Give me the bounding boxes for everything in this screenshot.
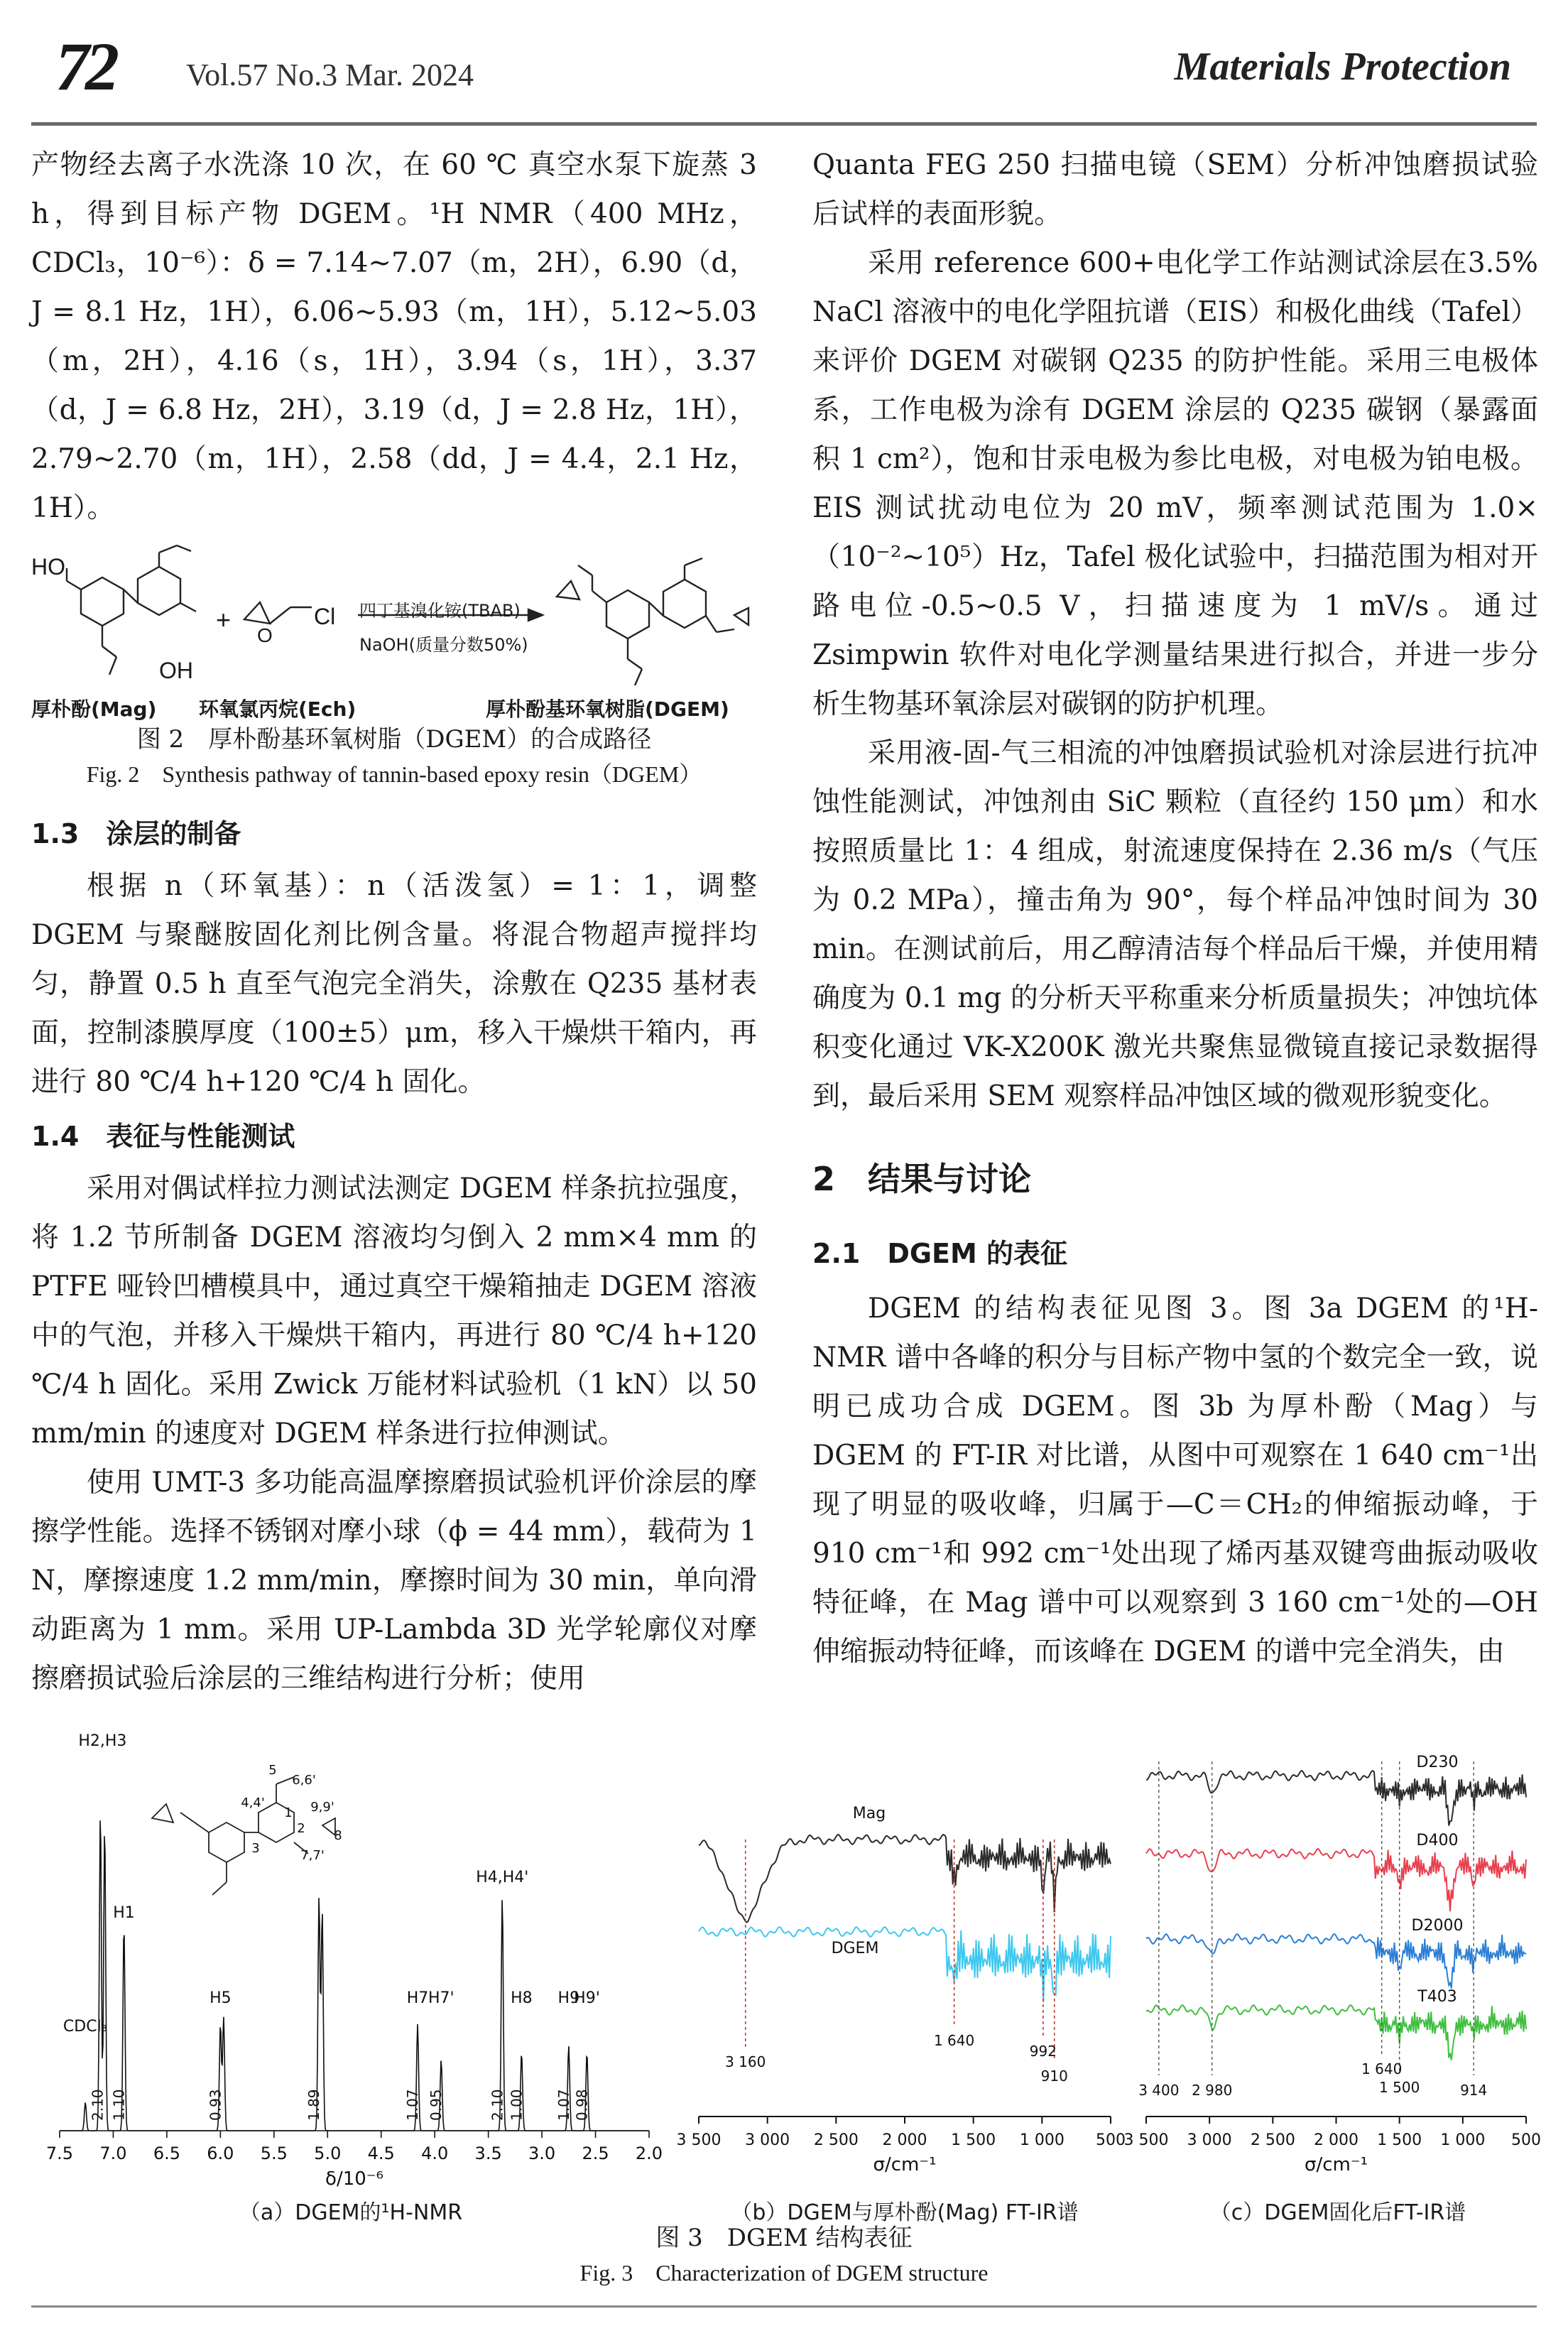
ftir-b-tick-label: 1 000 xyxy=(1019,2131,1065,2149)
scheme-plus: + xyxy=(216,605,232,634)
nmr-peak-label: H9' xyxy=(574,1989,600,2007)
section-heading-1-4: 1.4 表征与性能测试 xyxy=(31,1121,295,1152)
panel-c-ftir xyxy=(1123,1733,1541,2225)
nmr-x-label: δ/10⁻⁶ xyxy=(325,2168,383,2190)
ftir-c-annotation: 3 400 xyxy=(1138,2082,1180,2099)
ftir-c-tick-label: 3 500 xyxy=(1123,2131,1169,2149)
scheme-reagent-bottom: NaOH(质量分数50%) xyxy=(359,635,528,655)
paragraph-1-4a: 采用对偶试样拉力测试法测定 DGEM 样条抗拉强度，将 1.2 节所制备 DGEM 溶液均匀倒入 2 mm×4 mm 的 PTFE 哑铃凹槽模具中，通过真空干燥箱抽走 DGEM 溶液中的气泡，并移入干燥烘干箱内，再进行 80 ℃/4 h+120 ℃/4 h 固化。采用 Zwick 万能材料试验机（1 kN）以 50 mm/min 的速度对 DGEM 样条进行拉伸测试。 xyxy=(31,1173,757,1450)
nmr-peak-label: H7' xyxy=(428,1989,454,2007)
ftir-b-x-label: σ/cm⁻¹ xyxy=(873,2154,937,2175)
ftir-b-annotation: 992 xyxy=(1029,2043,1057,2060)
nmr-chart xyxy=(31,1733,670,2188)
synthesis-scheme xyxy=(31,540,757,721)
nmr-structure-label: 3 xyxy=(251,1841,260,1856)
nmr-structure-label: 2 xyxy=(297,1821,305,1836)
nmr-tick-label: 2.5 xyxy=(582,2143,609,2163)
ftir-c-x-label: σ/cm⁻¹ xyxy=(1304,2154,1368,2175)
nmr-integral-label: 2.10 xyxy=(489,2089,506,2121)
ftir-b-series-label: DGEM xyxy=(831,1940,879,1957)
section-heading-2: 2 结果与讨论 xyxy=(812,1160,1032,1198)
nmr-integral-label: 1.07 xyxy=(404,2089,422,2121)
nmr-integral-label: 1.10 xyxy=(110,2089,128,2121)
nmr-peak-label: H7 xyxy=(406,1989,429,2007)
ftir-b-chart xyxy=(676,1733,1126,2188)
nmr-peak-label: CDCl₃ xyxy=(62,2018,108,2036)
nmr-integral-label: 2.10 xyxy=(89,2089,107,2121)
nmr-tick-label: 4.0 xyxy=(421,2143,449,2163)
ftir-c-annotation: 1 640 xyxy=(1361,2060,1403,2077)
nmr-structure-label: 1 xyxy=(284,1805,293,1820)
label-dgem: 厚朴酚基环氧树脂(DGEM) xyxy=(486,697,729,721)
nmr-structure-label: 8 xyxy=(334,1828,342,1843)
ftir-c-series-label: T403 xyxy=(1417,1988,1457,2006)
paragraph-eis: 采用 reference 600+电化学工作站测试涂层在3.5% NaCl 溶液中的电化学阻抗谱（EIS）和极化曲线（Tafel）来评价 DGEM 对碳钢 Q235 的防护性能。采用三电极体系，工作电极为涂有 DGEM 涂层的 Q235 碳钢（暴露面积 1 cm²），饱和甘汞电极为参比电极，对电极为铂电极。EIS 测试扰动电位为 20 mV，频率测试范围为 1.0×（10⁻²~10⁵）Hz，Tafel 极化试验中，扫描范围为相对开路电位-0.5~0.5 V，扫描速度为 1 mV/s。通过 Zsimpwin 软件对电化学测量结果进行拟合，并进一步分析生物基环氧涂层对碳钢的防护机理。 xyxy=(812,247,1538,720)
ftir-c-tick-label: 3 000 xyxy=(1187,2131,1232,2149)
ftir-b-tick-label: 3 000 xyxy=(745,2131,790,2149)
nmr-integral-label: 1.00 xyxy=(508,2089,526,2121)
ftir-c-tick-label: 1 500 xyxy=(1377,2131,1422,2149)
nmr-integral-label: 1.89 xyxy=(305,2089,323,2121)
nmr-integral-label: 0.98 xyxy=(573,2089,591,2121)
ftir-c-line xyxy=(1146,1849,1526,1911)
nmr-peak-label: H5 xyxy=(209,1989,232,2007)
nmr-structure-label: 4,4' xyxy=(241,1795,265,1810)
nmr-tick-label: 6.0 xyxy=(207,2143,234,2163)
left-column xyxy=(31,141,757,1703)
nmr-tick-label: 7.5 xyxy=(45,2143,74,2163)
nmr-tick-label: 7.0 xyxy=(99,2143,127,2163)
ftir-c-tick-label: 2 000 xyxy=(1314,2131,1359,2149)
footer-rule xyxy=(31,2305,1537,2308)
page-number: 72 xyxy=(55,28,115,104)
figure-3 xyxy=(31,1732,1541,2273)
nmr-tick-label: 4.5 xyxy=(367,2143,395,2163)
panel-a-caption: （a）DGEM的¹H-NMR xyxy=(239,2200,463,2225)
header-rule xyxy=(31,122,1537,126)
ftir-c-annotation: 914 xyxy=(1460,2082,1488,2099)
nmr-integral-label: 0.93 xyxy=(207,2089,224,2121)
panel-a-nmr xyxy=(31,1732,670,2225)
paragraph-1-3: 根据 n（环氧基）：n（活泼氢）= 1：1，调整 DGEM 与聚醚胺固化剂比例含量。将混合物超声搅拌均匀，静置 0.5 h 直至气泡完全消失，涂敷在 Q235 基材表面，控制漆膜厚度（100±5）μm，移入干燥烘干箱内，再进行 80 ℃/4 h+120 ℃/4 h 固化。 xyxy=(31,870,757,1098)
section-heading-2-1: 2.1 DGEM 的表征 xyxy=(812,1238,1068,1269)
ftir-c-series-label: D230 xyxy=(1416,1754,1459,1771)
panel-c-caption: （c）DGEM固化后FT-IR谱 xyxy=(1209,2200,1466,2225)
panel-b-caption: （b）DGEM与厚朴酚(Mag) FT-IR谱 xyxy=(731,2200,1079,2225)
nmr-peak-label: H8 xyxy=(511,1989,533,2007)
scheme-cl: Cl xyxy=(314,604,336,629)
nmr-integral-label: 1.07 xyxy=(555,2089,572,2121)
nmr-integral-label: 0.95 xyxy=(428,2089,445,2121)
ftir-b-tick-label: 2 000 xyxy=(882,2131,927,2149)
nmr-tick-label: 6.5 xyxy=(153,2143,180,2163)
ftir-c-tick-label: 1 000 xyxy=(1440,2131,1486,2149)
scheme-reagent-top: 四丁基溴化铵(TBAB) xyxy=(359,601,521,621)
ftir-c-line xyxy=(1146,2005,1526,2060)
fig2-caption-en: Fig. 2 Synthesis pathway of tannin-based epoxy resin（DGEM） xyxy=(86,761,702,787)
nmr-peak-label: H9 xyxy=(557,1989,580,2007)
label-ech: 环氧氯丙烷(Ech) xyxy=(199,697,356,721)
ftir-c-series-label: D400 xyxy=(1416,1832,1459,1849)
ftir-c-annotation: 2 980 xyxy=(1192,2082,1233,2099)
nmr-structure-label: 5 xyxy=(268,1763,277,1778)
ftir-b-series-label: Mag xyxy=(852,1805,886,1822)
paragraph-erosion: 采用液-固-气三相流的冲蚀磨损试验机对涂层进行抗冲蚀性能测试，冲蚀剂由 SiC 颗粒（直径约 150 μm）和水按照质量比 1：4 组成，射流速度保持在 2.36 m/s（气压为 0.2 MPa），撞击角为 90°，每个样品冲蚀时间为 30 min。在测试前后，用乙醇清洁每个样品后干燥，并使用精确度为 0.1 mg 的分析天平称重来分析质量损失；冲蚀坑体积变化通过 VK-X200K 激光共聚焦显微镜直接记录数据得到，最后采用 SEM 观察样品冲蚀区域的微观形貌变化。 xyxy=(812,737,1538,1112)
nmr-peak-label: H2,H3 xyxy=(78,1732,127,1750)
ftir-c-tick-label: 500 xyxy=(1511,2131,1541,2149)
ftir-c-chart xyxy=(1123,1733,1541,2188)
nmr-structure-label: 7,7' xyxy=(300,1848,325,1863)
ftir-c-tick-label: 2 500 xyxy=(1250,2131,1295,2149)
nmr-spectrum-line xyxy=(60,1820,649,2131)
ftir-b-tick-label: 3 500 xyxy=(676,2131,722,2149)
nmr-tick-label: 2.0 xyxy=(635,2143,663,2163)
nmr-peak-label: H4,H4' xyxy=(476,1869,529,1886)
fig3-caption-en: Fig. 3 Characterization of DGEM structure xyxy=(579,2260,989,2286)
page-header xyxy=(0,0,1568,128)
scheme-ho: HO xyxy=(31,554,65,580)
section-heading-1-3: 1.3 涂层的制备 xyxy=(31,818,241,849)
paragraph-1-4b: 使用 UMT-3 多功能高温摩擦磨损试验机评价涂层的摩擦学性能。选择不锈钢对摩小球（ϕ = 44 mm），载荷为 1 N，摩擦速度 1.2 mm/min，摩擦时间为 30 min，单向滑动距离为 1 mm。采用 UP-Lambda 3D 光学轮廓仪对摩擦磨损试验后涂层的三维结构进行分析；使用 xyxy=(31,1467,757,1695)
paragraph-2-1: DGEM 的结构表征见图 3。图 3a DGEM 的¹H-NMR 谱中各峰的积分与目标产物中氢的个数完全一致，说明已成功合成 DGEM。图 3b 为厚朴酚（Mag）与 DGEM 的 FT-IR 对比谱，从图中可观察在 1 640 cm⁻¹出现了明显的吸收峰，归属于—C＝CH₂的伸缩振动峰，于 910 cm⁻¹和 992 cm⁻¹处出现了烯丙基双键弯曲振动吸收特征峰，在 Mag 谱中可以观察到 3 160 cm⁻¹处的—OH 伸缩振动特征峰，而该峰在 DGEM 的谱中完全消失，由 xyxy=(812,1293,1538,1668)
panel-b-ftir xyxy=(676,1733,1126,2225)
ftir-dgem-line xyxy=(699,1927,1111,2002)
nmr-structure-label: 9,9' xyxy=(310,1800,334,1815)
paragraph-sem: Quanta FEG 250 扫描电镜（SEM）分析冲蚀磨损试验后试样的表面形貌。 xyxy=(812,149,1538,230)
right-column xyxy=(812,141,1538,1676)
ftir-c-line xyxy=(1146,1771,1526,1825)
paragraph-nmr: 产物经去离子水洗涤 10 次，在 60 ℃ 真空水泵下旋蒸 3 h，得到目标产物 DGEM。¹H NMR（400 MHz，CDCl₃，10⁻⁶）：δ = 7.14~7.07（m，2H），6.90（d，J = 8.1 Hz，1H），6.06~5.93（m，1H），5.12~5.03（m，2H），4.16（s，1H），3.94（s，1H），3.37（d，J = 6.8 Hz，2H），3.19（d，J = 2.8 Hz，1H），2.79~2.70（m，1H），2.58（dd，J = 4.4，2.1 Hz，1H）。 xyxy=(31,149,757,524)
label-mag: 厚朴酚(Mag) xyxy=(31,697,157,721)
nmr-tick-label: 3.0 xyxy=(528,2143,556,2163)
nmr-peak-label: H1 xyxy=(113,1904,135,1922)
nmr-tick-label: 5.0 xyxy=(314,2143,342,2163)
ftir-b-tick-label: 1 500 xyxy=(951,2131,996,2149)
ftir-b-annotation: 910 xyxy=(1040,2068,1068,2085)
ftir-b-tick-label: 500 xyxy=(1096,2131,1126,2149)
ftir-c-series-label: D2000 xyxy=(1411,1917,1464,1935)
ftir-c-annotation: 1 500 xyxy=(1379,2079,1420,2096)
nmr-tick-label: 3.5 xyxy=(474,2143,502,2163)
nmr-structure-label: 6,6' xyxy=(292,1773,316,1788)
ftir-mag-line xyxy=(699,1835,1111,1923)
issue-info: Vol.57 No.3 Mar. 2024 xyxy=(186,58,474,92)
fig2-caption-cn: 图 2 厚朴酚基环氧树脂（DGEM）的合成路径 xyxy=(136,725,652,754)
journal-name: Materials Protection xyxy=(1174,45,1511,89)
ftir-b-annotation: 3 160 xyxy=(725,2053,766,2070)
ftir-b-tick-label: 2 500 xyxy=(813,2131,859,2149)
scheme-ech-o: O xyxy=(257,624,273,646)
ftir-c-line xyxy=(1146,1934,1526,1988)
scheme-oh: OH xyxy=(159,658,193,683)
nmr-tick-label: 5.5 xyxy=(260,2143,288,2163)
fig3-caption-cn: 图 3 DGEM 结构表征 xyxy=(655,2224,913,2252)
ftir-b-annotation: 1 640 xyxy=(933,2032,975,2049)
